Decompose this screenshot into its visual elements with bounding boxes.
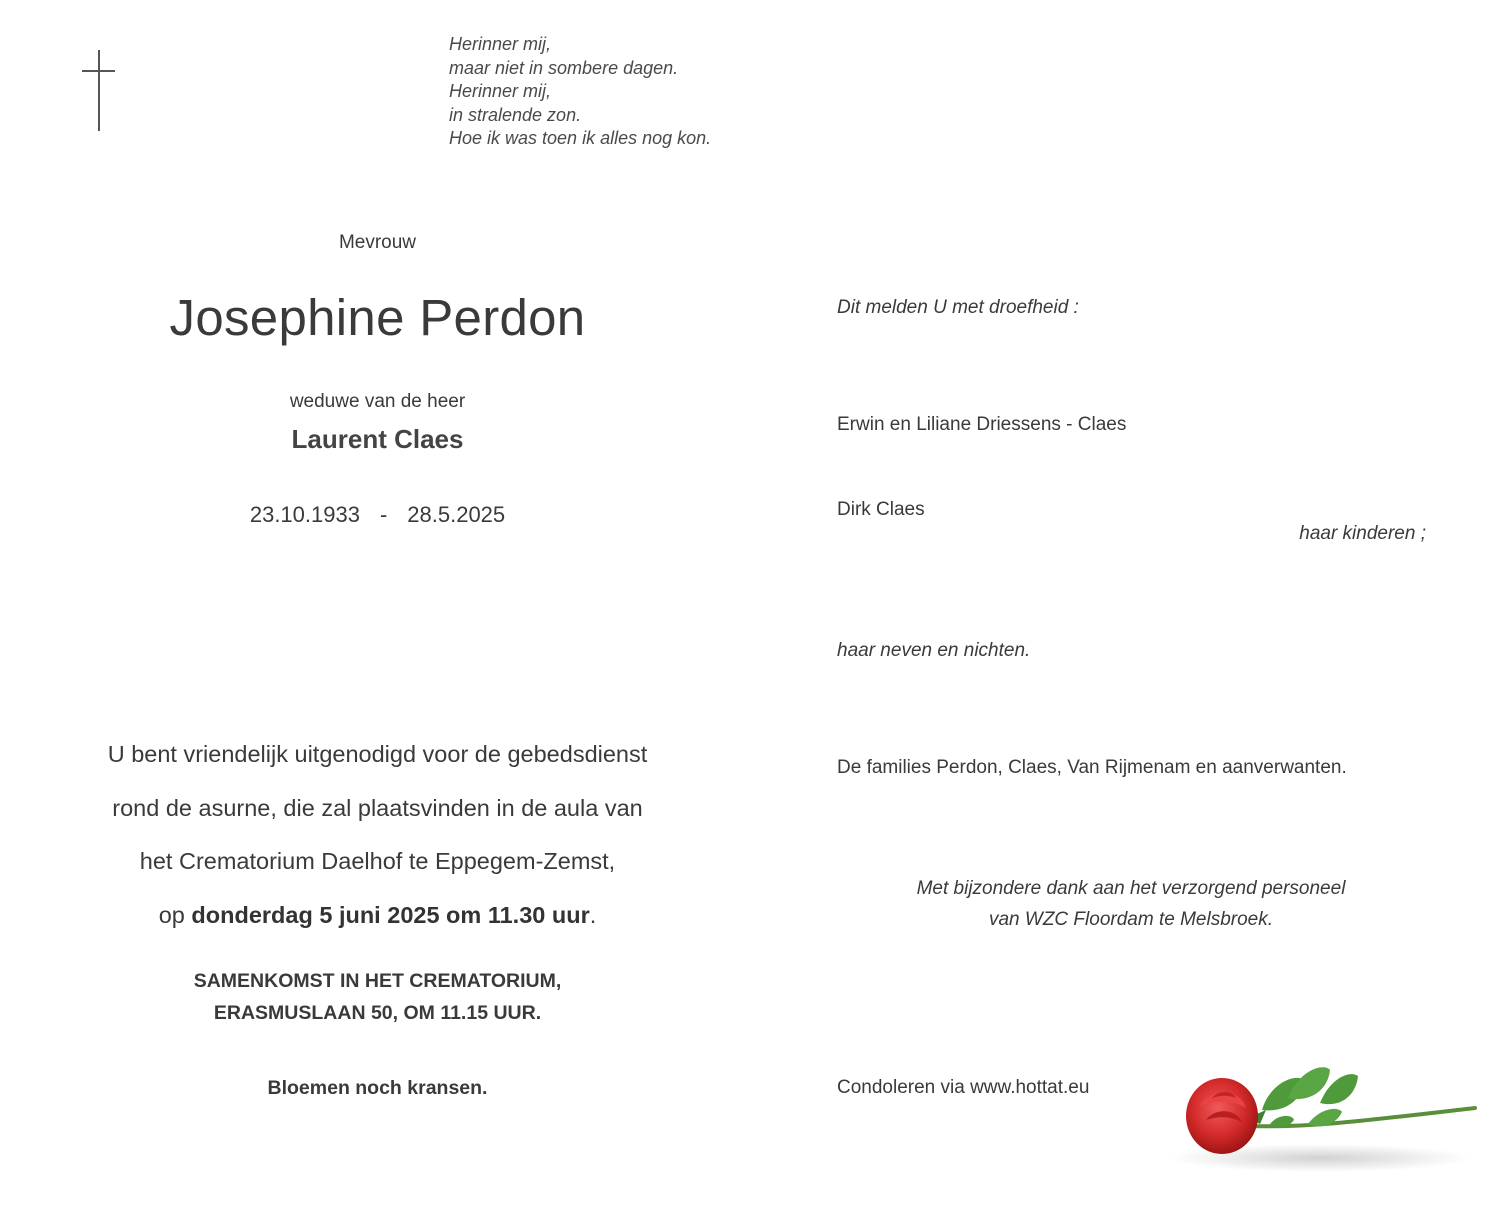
cross-horizontal-bar — [82, 70, 115, 72]
thanks-note — [836, 873, 1426, 935]
children-label: haar kinderen ; — [1299, 523, 1426, 544]
invitation-line: U bent vriendelijk uitgenodigd voor de gebedsdienst — [107, 741, 648, 767]
death-date: 28.5.2025 — [407, 502, 506, 527]
deceased-title: Mevrouw — [338, 232, 417, 253]
poem-line: Herinner mij, — [449, 34, 552, 54]
deceased-name: Josephine Perdon — [169, 289, 586, 346]
invitation-suffix: . — [589, 901, 597, 928]
rose-icon — [1170, 1058, 1490, 1178]
invitation — [40, 728, 715, 942]
families: De families Perdon, Claes, Van Rijmenam en aanverwanten. — [837, 757, 1347, 778]
husband-name: Laurent Claes — [291, 424, 464, 454]
gathering-line: ERASMUSLAAN 50, OM 11.15 UUR. — [213, 1002, 542, 1024]
date-separator: - — [379, 502, 388, 527]
poem-line: maar niet in sombere dagen. — [449, 57, 679, 78]
service-datetime: donderdag 5 juni 2025 om 11.30 uur — [191, 901, 590, 928]
poem — [449, 33, 711, 151]
child-name: Erwin en Liliane Driessens - Claes — [837, 414, 1127, 435]
invitation-line: het Crematorium Daelhof te Eppegem-Zemst, — [139, 848, 616, 874]
gathering-line: SAMENKOMST IN HET CREMATORIUM, — [193, 970, 562, 992]
invitation-line: rond de asurne, die zal plaatsvinden in de aula van — [112, 794, 643, 821]
thanks-line: Met bijzondere dank aan het verzorgend personeel — [916, 878, 1346, 899]
mourners-intro: Dit melden U met droefheid : — [837, 297, 1079, 318]
poem-line: Herinner mij, — [449, 81, 552, 102]
gathering-note — [40, 965, 715, 1029]
thanks-line: van WZC Floordam te Melsbroek. — [988, 909, 1274, 930]
life-dates — [40, 502, 715, 528]
flowers-note: Bloemen noch kransen. — [267, 1077, 488, 1099]
birth-date: 23.10.1933 — [249, 502, 360, 527]
widow-intro: weduwe van de heer — [289, 391, 466, 412]
nieces-nephews: haar neven en nichten. — [837, 640, 1031, 661]
child-name: Dirk Claes — [837, 499, 925, 520]
cross-vertical-bar — [98, 50, 100, 131]
condolence-link: Condoleren via www.hottat.eu — [837, 1077, 1090, 1098]
invitation-line — [40, 889, 715, 943]
poem-line: Hoe ik was toen ik alles nog kon. — [449, 128, 712, 149]
invitation-prefix: op — [158, 901, 185, 928]
poem-line: in stralende zon. — [449, 104, 582, 125]
